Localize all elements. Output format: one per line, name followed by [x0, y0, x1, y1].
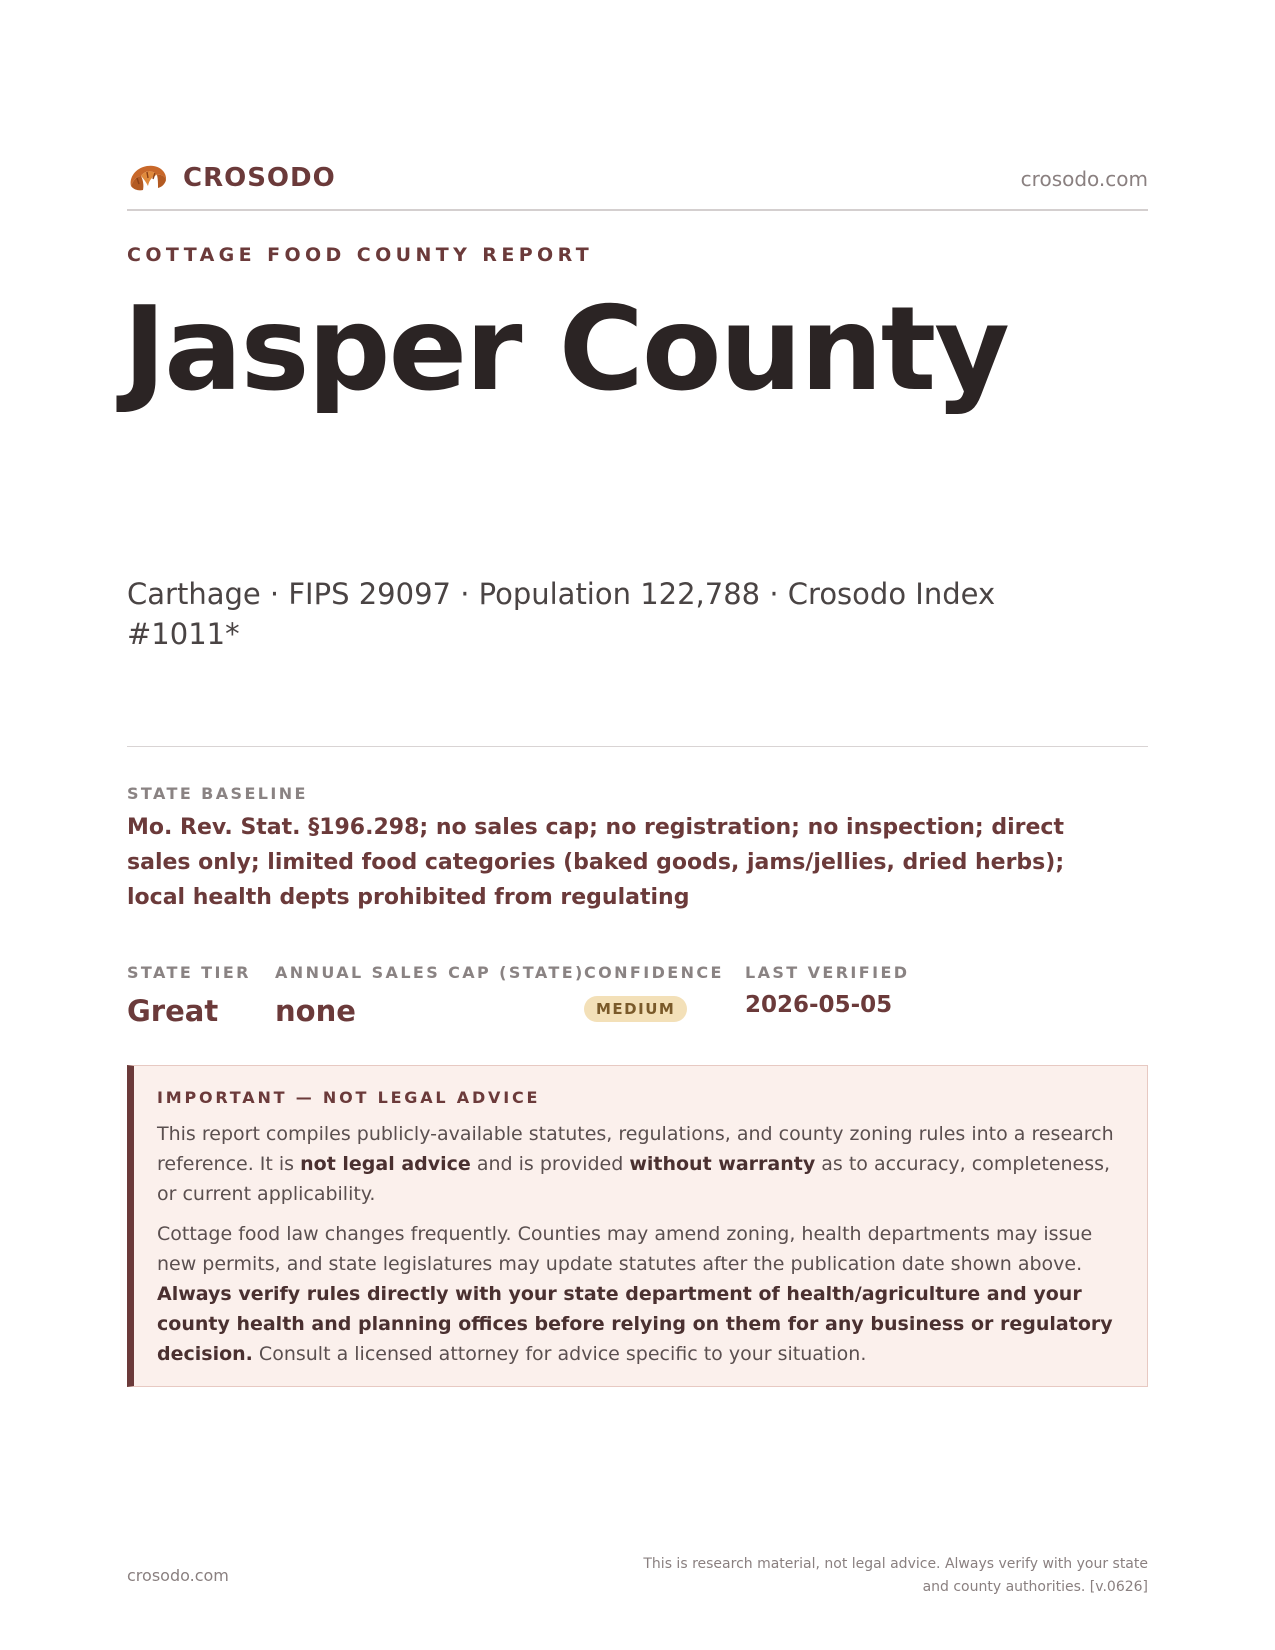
notice-text: Consult a licensed attorney for advice specific to your situation.: [252, 1343, 867, 1365]
notice-text: and is provided: [470, 1153, 630, 1175]
stat-last-verified: [745, 963, 909, 1018]
header-divider: [127, 209, 1148, 211]
croissant-icon: [127, 160, 169, 196]
notice-paragraph: [157, 1119, 1121, 1209]
stat-label: CONFIDENCE: [584, 963, 724, 982]
report-page: [123, 0, 1148, 1650]
brand-name: CROSODO: [183, 163, 336, 193]
stat-label: ANNUAL SALES CAP (STATE): [275, 963, 585, 982]
report-kicker: COTTAGE FOOD COUNTY REPORT: [127, 244, 594, 266]
notice-text: Cottage food law changes frequently. Counties may amend zoning, health departments may issue new permits, and state legislatures may update statutes after the publication date shown above.: [157, 1223, 1093, 1275]
notice-emphasis: not legal advice: [300, 1153, 471, 1175]
notice-title: IMPORTANT — NOT LEGAL ADVICE: [157, 1088, 541, 1107]
footer-url-link[interactable]: crosodo.com: [127, 1566, 229, 1585]
baseline-label: STATE BASELINE: [127, 784, 308, 803]
notice-emphasis: without warranty: [629, 1153, 816, 1175]
site-url-link[interactable]: crosodo.com: [1020, 167, 1148, 191]
stat-value: 2026-05-05: [745, 992, 893, 1018]
notice-text: as to accuracy, completeness, or current applicability.: [157, 1153, 1111, 1205]
baseline-text: Mo. Rev. Stat. §196.298; no sales cap; no registration; no inspection; direct sales only; limited food categories (baked goods, jams/jellies, dried herbs); local health depts prohibited from regulating: [127, 815, 1065, 910]
notice-emphasis: Always verify rules directly with your state department of health/agriculture and your county health and planning offices before relying on them for any business or regulatory decision.: [157, 1283, 1113, 1365]
stat-value: none: [275, 994, 356, 1028]
stat-value: Great: [127, 994, 219, 1028]
stat-confidence: [584, 963, 724, 1022]
legal-notice: [127, 1065, 1148, 1387]
stat-state-tier: [127, 963, 251, 1028]
section-divider: [127, 746, 1148, 747]
notice-paragraph: [157, 1219, 1121, 1369]
brand-header: [127, 158, 1148, 202]
county-title: Jasper County: [123, 282, 1008, 417]
stat-label: STATE TIER: [127, 963, 251, 982]
confidence-badge: MEDIUM: [584, 996, 687, 1022]
stat-label: LAST VERIFIED: [745, 963, 910, 982]
footer-disclaimer: This is research material, not legal advice. Always verify with your state and county authorities. [v.0626]: [643, 1556, 1148, 1595]
county-subtitle: Carthage · FIPS 29097 · Population 122,788 · Crosodo Index #1011*: [127, 577, 996, 651]
notice-text: This report compiles publicly-available statutes, regulations, and county zoning rules into a research reference. It is: [157, 1123, 1114, 1175]
stat-sales-cap: [275, 963, 585, 1028]
